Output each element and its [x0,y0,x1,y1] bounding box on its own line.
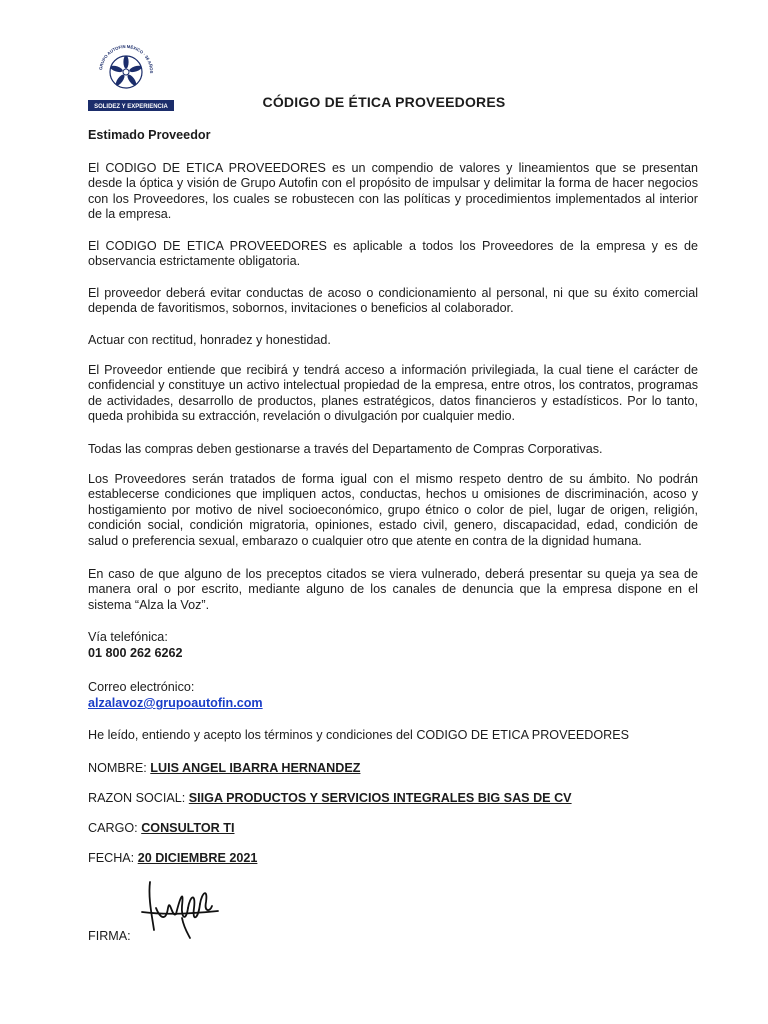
firma-label: FIRMA: [88,929,131,943]
paragraph-complaints: En caso de que alguno de los preceptos citados se viera vulnerado, deberá presentar su queja ya sea de manera oral o por escrito, mediante alguno de los canales de denuncia que la empresa dispone en el sistema “Alza la Voz”. [88,567,698,612]
paragraph-equal-treatment: Los Proveedores serán tratados de forma igual con el mismo respeto dentro de su ámbito. No podrán establecerse condiciones que impliquen actos, conductas, hechos u omisiones de discriminación, acoso y hostigamiento por motivo de nivel socioeconómico, grupo étnico o color de piel, lugar de origen, religión, condición social, condición migratoria, opiniones, estado civil, genero, discapacidad, edad, condición de salud o preferencia sexual, embarazo o cualquier otro que atente en contra de la dignidad humana. [88,472,698,548]
document-title: CÓDIGO DE ÉTICA PROVEEDORES [262,94,506,110]
paragraph-confidentiality: El Proveedor entiende que recibirá y tendrá acceso a información privilegiada, la cual tiene el carácter de confidencial y constituye un activo intelectual propiedad de la empresa, entre otros, los contratos, programas de actividades, desarrollo de productos, planes estratégicos, datos financieros y estadísticos. Por lo tanto, queda prohibida su extracción, revelación o divulgación por cualquier medio. [88,363,698,424]
paragraph-purchases: Todas las compras deben gestionarse a través del Departamento de Compras Corporativas. [88,442,603,456]
fecha-value: 20 DICIEMBRE 2021 [137,851,258,865]
cargo-value: CONSULTOR TI [141,821,235,835]
razon-social-value: SIIGA PRODUCTOS Y SERVICIOS INTEGRALES BIG SAS DE CV [188,791,572,805]
handwritten-signature [138,878,222,940]
nombre-row [88,761,698,776]
paragraph-conduct: El proveedor deberá evitar conductas de acoso o condicionamiento al personal, ni que su éxito comercial dependa de favoritismos, sobornos, invitaciones o beneficios al colaborador. [88,286,698,316]
paragraph-applicability: El CODIGO DE ETICA PROVEEDORES es aplicable a todos los Proveedores de la empresa y es de observancia estrictamente obligatoria. [88,239,698,269]
nombre-value: LUIS ANGEL IBARRA HERNANDEZ [150,761,361,775]
razon-social-label: RAZON SOCIAL: [88,791,186,805]
fecha-label: FECHA: [88,851,135,865]
cargo-row [88,821,698,836]
paragraph-rectitude: Actuar con rectitud, honradez y honestidad. [88,333,331,347]
fecha-row [88,851,698,866]
email-link[interactable]: alzalavoz@grupoautofin.com [88,696,263,710]
paragraph-purpose: El CODIGO DE ETICA PROVEEDORES es un compendio de valores y lineamientos que se presentan desde la óptica y visión de Grupo Autofin con el propósito de impulsar y delimitar la forma de hacer negocios con los Proveedores, los cuales se robustecen con las políticas y procedimientos implementados al interior de la empresa. [88,161,698,222]
acceptance-statement: He leído, entiendo y acepto los términos y condiciones del CODIGO DE ETICA PROVEEDORES [88,728,630,742]
cargo-label: CARGO: [88,821,138,835]
logo-banner-text: SOLIDEZ Y EXPERIENCIA [94,104,168,110]
phone-label: Vía telefónica: [88,630,168,644]
phone-number[interactable]: 01 800 262 6262 [88,646,183,660]
logo-arc-text: GRUPO AUTOFIN MÉXICO · 36 AÑOS [98,43,155,74]
greeting: Estimado Proveedor [88,128,211,142]
email-label: Correo electrónico: [88,680,195,694]
nombre-label: NOMBRE: [88,761,147,775]
razon-social-row [88,791,698,806]
